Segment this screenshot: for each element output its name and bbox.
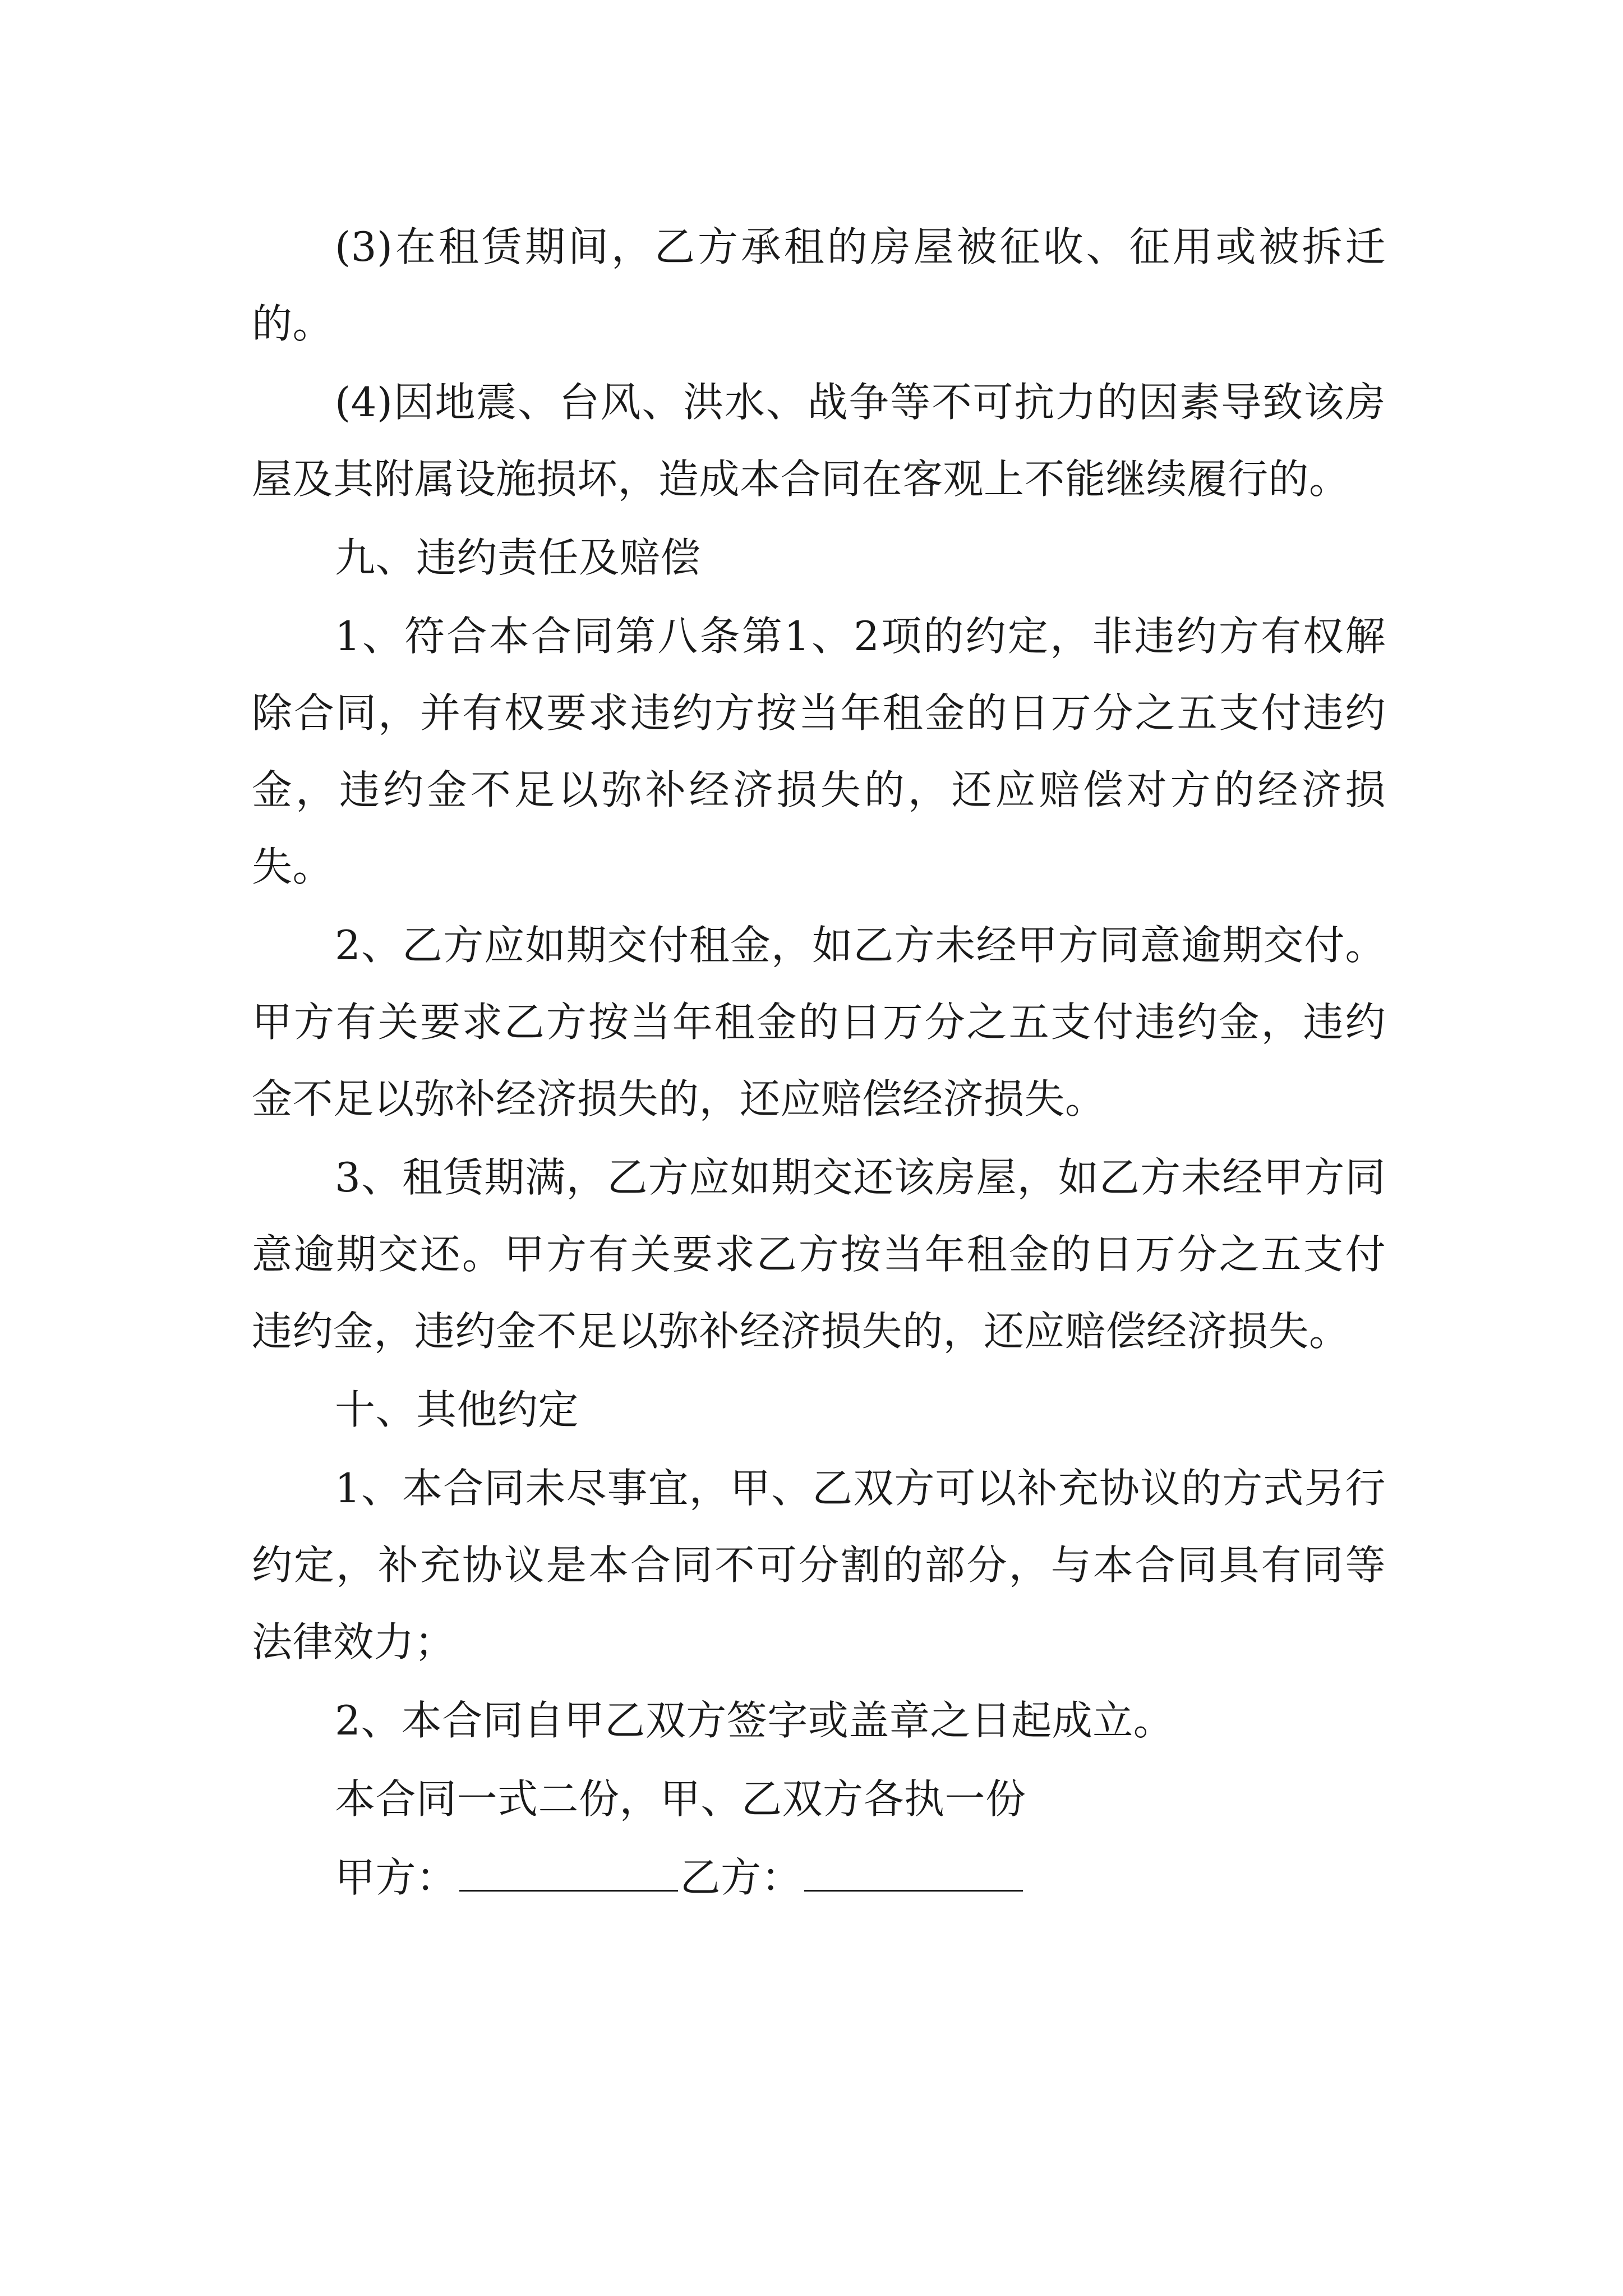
clause-8-item-4: (4)因地震、台风、洪水、战争等不可抗力的因素导致该房屋及其附属设施损坏，造成本合同在客观上不能继续履行的。 (252, 379, 1386, 503)
clause-10-item-2: 2、本合同自甲乙双方签字或盖章之日起成立。 (335, 1697, 1174, 1744)
clause-9-item-2: 2、乙方应如期交付租金，如乙方未经甲方同意逾期交付。甲方有关要求乙方按当年租金的日万分之五支付违约金，违约金不足以弥补经济损失的，还应赔偿经济损失。 (252, 922, 1386, 1122)
party-b-label: 乙方： (680, 1854, 803, 1901)
party-a-signature-blank[interactable] (459, 1857, 678, 1892)
clause-9-item-1: 1、符合本合同第八条第1、2项的约定，非违约方有权解除合同，并有权要求违约方按当年租金的日万分之五支付违约金，违约金不足以弥补经济损失的，还应赔偿对方的经济损失。 (252, 613, 1386, 890)
clause-9-item-3: 3、租赁期满，乙方应如期交还该房屋，如乙方未经甲方同意逾期交还。甲方有关要求乙方按当年租金的日万分之五支付违约金，违约金不足以弥补经济损失的，还应赔偿经济损失。 (252, 1154, 1386, 1355)
section-heading-breach: 九、违约责任及赔偿 (335, 534, 701, 581)
party-b-signature-blank[interactable] (804, 1857, 1023, 1892)
copies-statement: 本合同一式二份，甲、乙双方各执一份 (335, 1775, 1026, 1823)
signature-line (252, 1839, 1386, 1916)
clause-8-item-3: (3)在租赁期间，乙方承租的房屋被征收、征用或被拆迁的。 (252, 223, 1386, 347)
clause-10-item-1: 1、本合同未尽事宜，甲、乙双方可以补充协议的方式另行约定，补充协议是本合同不可分割的部分，与本合同具有同等法律效力； (252, 1465, 1386, 1665)
party-a-label: 甲方： (335, 1854, 457, 1901)
contract-body (252, 209, 1386, 1916)
section-heading-other: 十、其他约定 (335, 1386, 579, 1433)
